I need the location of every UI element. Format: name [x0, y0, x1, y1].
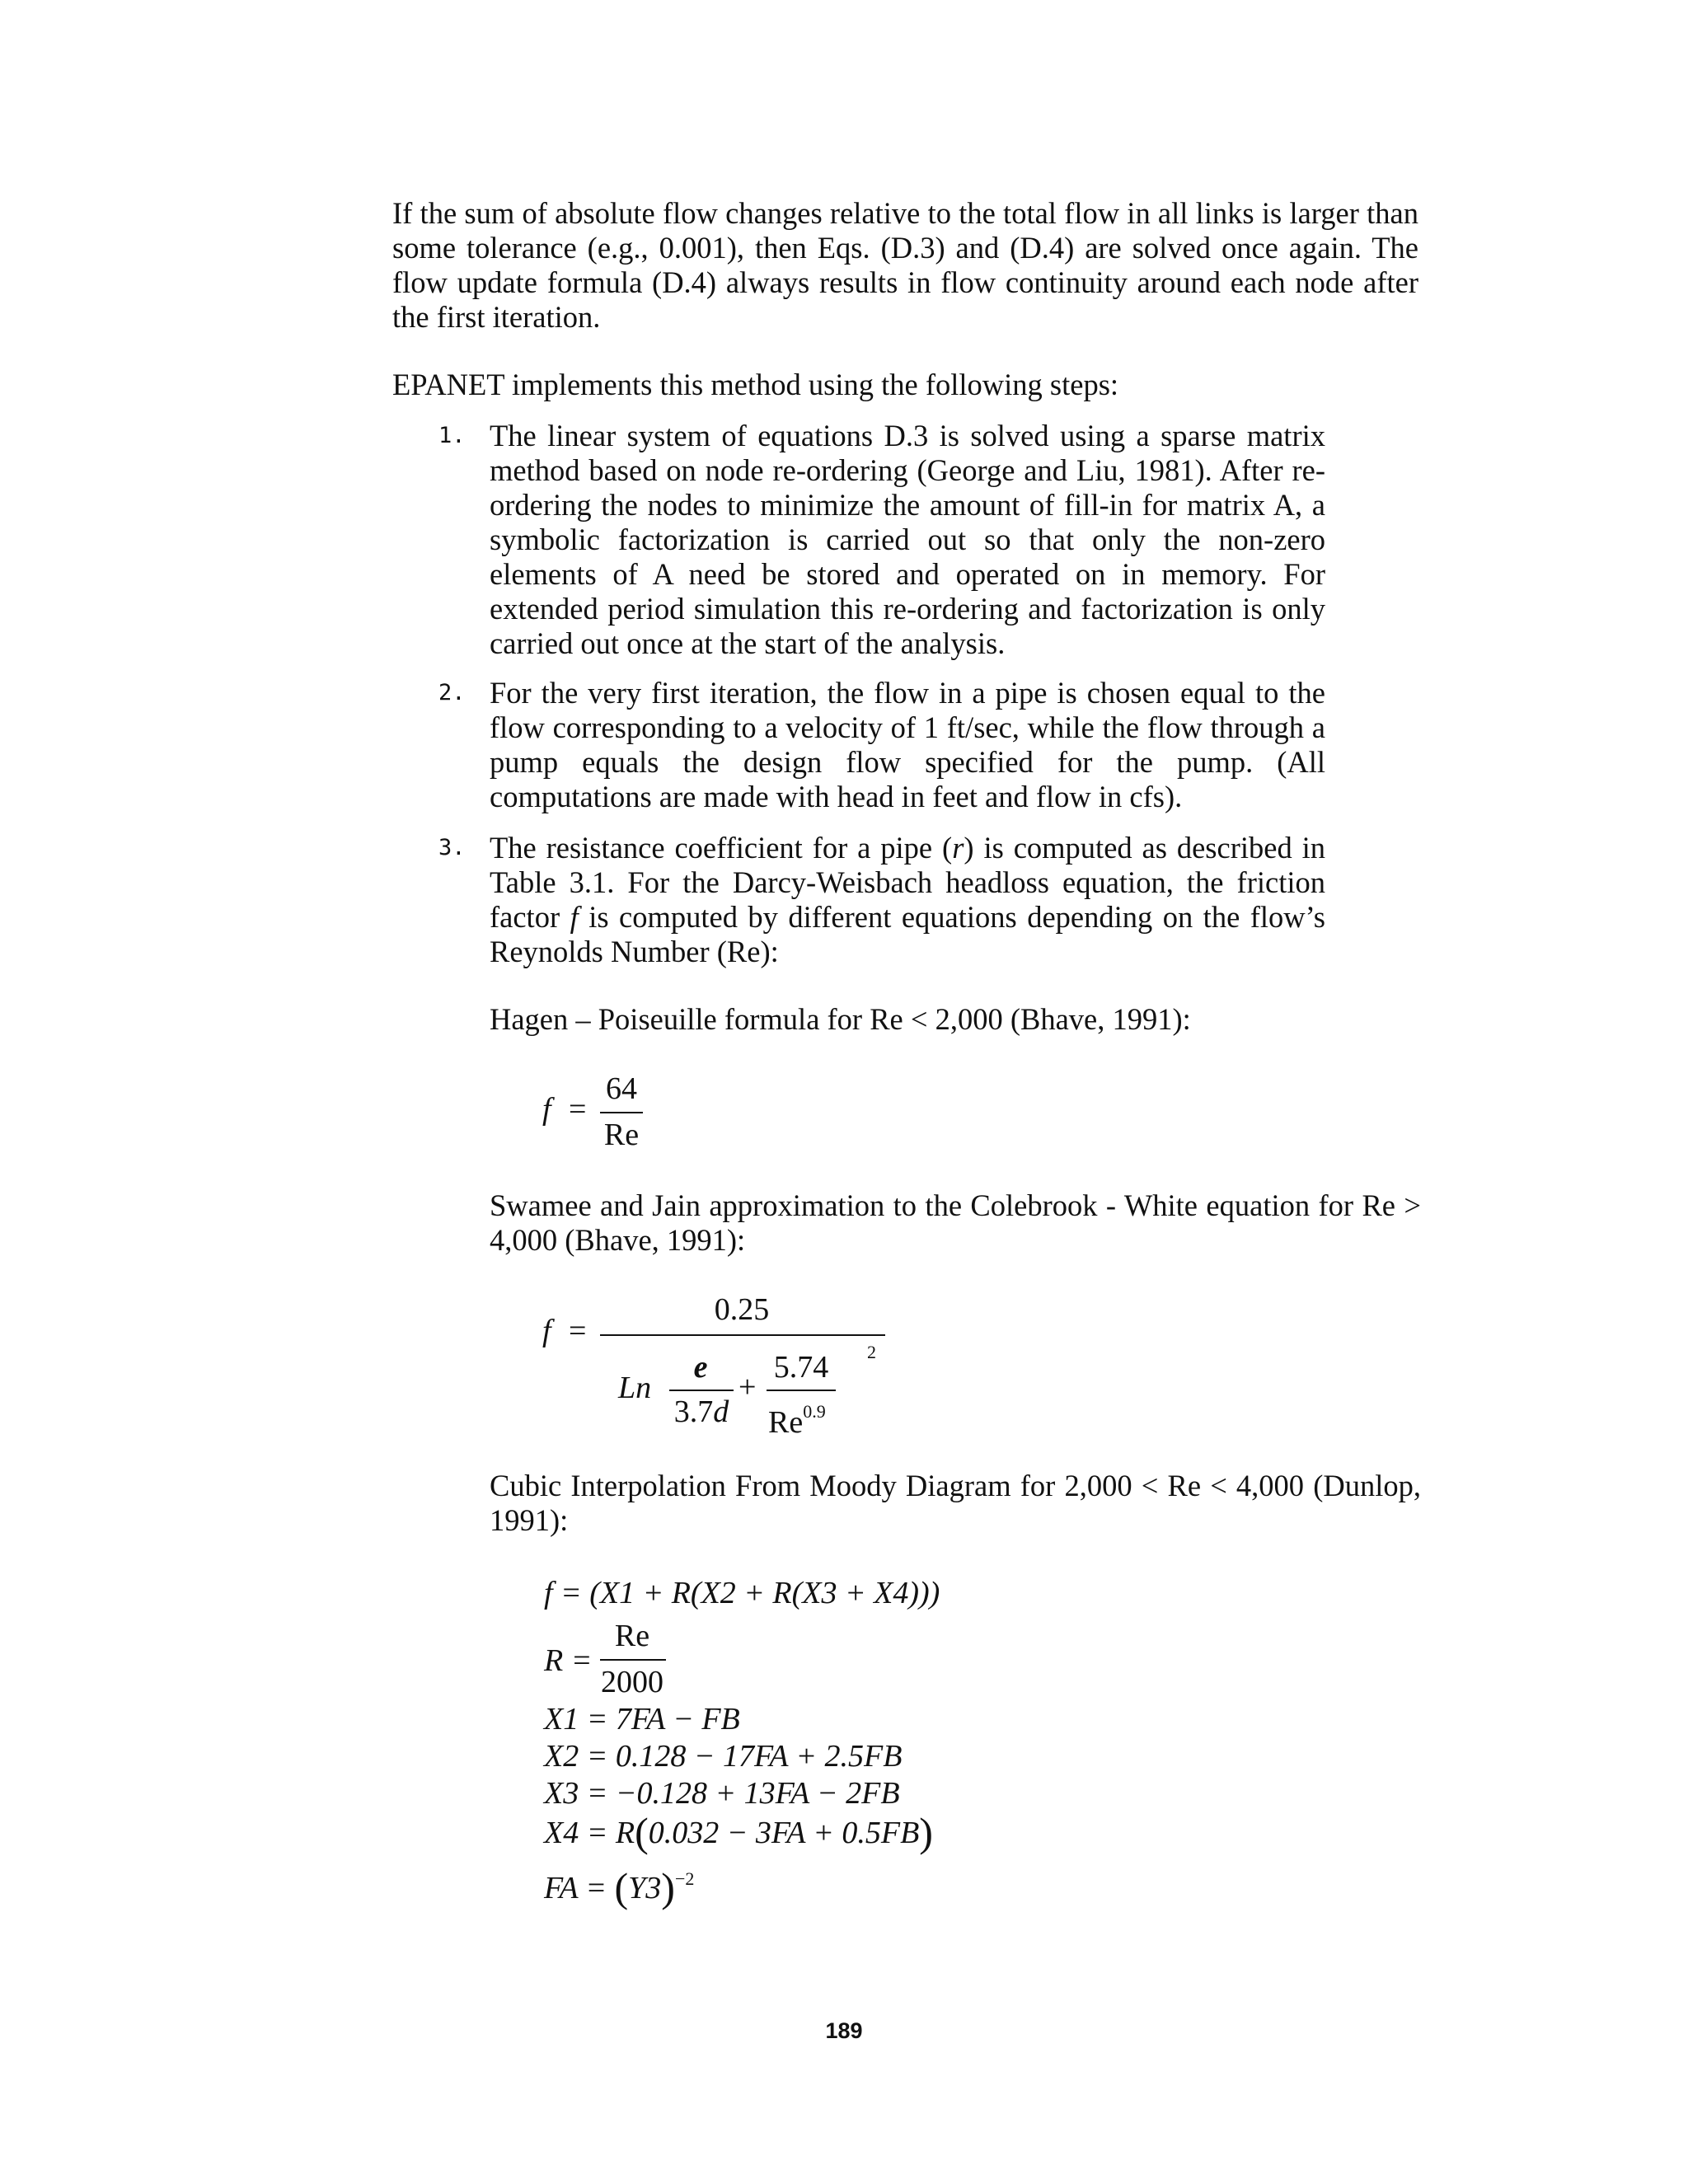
eq2-main-fraction-bar — [600, 1334, 885, 1336]
eq2-lhs: f — [542, 1314, 551, 1348]
cubic-r-numerator: Re — [614, 1619, 650, 1653]
step-text: The linear system of equations D.3 is solved using a sparse matrix method based on node re-ordering (George and Liu, 1981). After re-ordering the nodes to minimize the amount of fill-in for matrix A, a symbolic factorization is carried out so that only the non-zero elements of A need be stored and operated on in memory. For extended period simulation this re-ordering and factorization is only carried out once at the start of the analysis. — [490, 419, 1325, 660]
step-number: 2. — [438, 680, 466, 705]
eq2-rel-rough-bar — [669, 1390, 734, 1391]
eq2-diameter-term: 3.7d — [673, 1394, 729, 1429]
cubic-x3: X3 = −0.128 + 13FA − 2FB — [544, 1776, 900, 1811]
eq2-power: 2 — [867, 1342, 876, 1362]
eq1-numerator: 64 — [606, 1071, 637, 1106]
step-number: 1. — [438, 423, 466, 448]
eq1-lhs: f — [542, 1092, 551, 1127]
cubic-r-denominator: 2000 — [601, 1665, 663, 1699]
eq2-re: $Re^{0.9}$ — [768, 1401, 826, 1440]
cubic-line-1: f = (X1 + R(X2 + R(X3 + X4))) — [544, 1576, 940, 1610]
intro-paragraph: If the sum of absolute flow changes relative to the total flow in all links is larger than some tolerance (e.g., 0.001), then Eqs. (D.3) and (D.4) are solved once again. The flow update formula (D.4) always results in flow continuity around each node after the first iteration. — [392, 196, 1418, 334]
cubic-x4: X4 = R(0.032 − 3FA + 0.5FB) — [544, 1809, 933, 1855]
swamee-label: Swamee and Jain approximation to the Colebrook - White equation for Re > 4,000 (Bhave, 1991): — [490, 1188, 1421, 1257]
eq2-574: 5.74 — [773, 1350, 829, 1385]
cubic-r-bar — [600, 1659, 666, 1661]
page-number: 189 — [825, 2018, 863, 2043]
step-text: The resistance coefficient for a pipe (r) is computed as described in Table 3.1. For the Darcy-Weisbach headloss equation, the friction factor f is computed by different equations depending on the flow’s Reynolds Number (Re): — [490, 831, 1325, 968]
cubic-label: Cubic Interpolation From Moody Diagram for 2,000 < Re < 4,000 (Dunlop, 1991): — [490, 1469, 1421, 1537]
eq2-equals: = — [569, 1314, 587, 1348]
cubic-x2: X2 = 0.128 − 17FA + 2.5FB — [544, 1739, 903, 1774]
eq1-denominator: Re — [603, 1118, 640, 1152]
step-text: For the very first iteration, the flow in a pipe is chosen equal to the flow corresponding to a velocity of 1 ft/sec, while the flow through a pump equals the design flow specified for the pump. (All computations are made with head in feet and flow in cfs). — [490, 676, 1325, 813]
step-number: 3. — [438, 835, 466, 860]
cubic-x1: X1 = 7FA − FB — [544, 1702, 740, 1736]
cubic-r-lhs: R = — [544, 1643, 593, 1678]
eq2-ln: Ln — [618, 1371, 652, 1405]
eq2-epsilon: e — [693, 1350, 708, 1385]
cubic-fa: FA = $(Y3)^{-2}$ — [544, 1864, 695, 1910]
eq1-fraction-bar — [600, 1112, 643, 1113]
eq2-re-bar — [767, 1390, 836, 1391]
eq2-plus: + — [738, 1370, 757, 1404]
eq2-numerator: 0.25 — [714, 1292, 770, 1327]
steps-lead: EPANET implements this method using the following steps: — [392, 368, 1119, 401]
hagen-label: Hagen – Poiseuille formula for Re < 2,000 (Bhave, 1991): — [490, 1002, 1191, 1036]
eq1-equals: = — [569, 1092, 587, 1127]
